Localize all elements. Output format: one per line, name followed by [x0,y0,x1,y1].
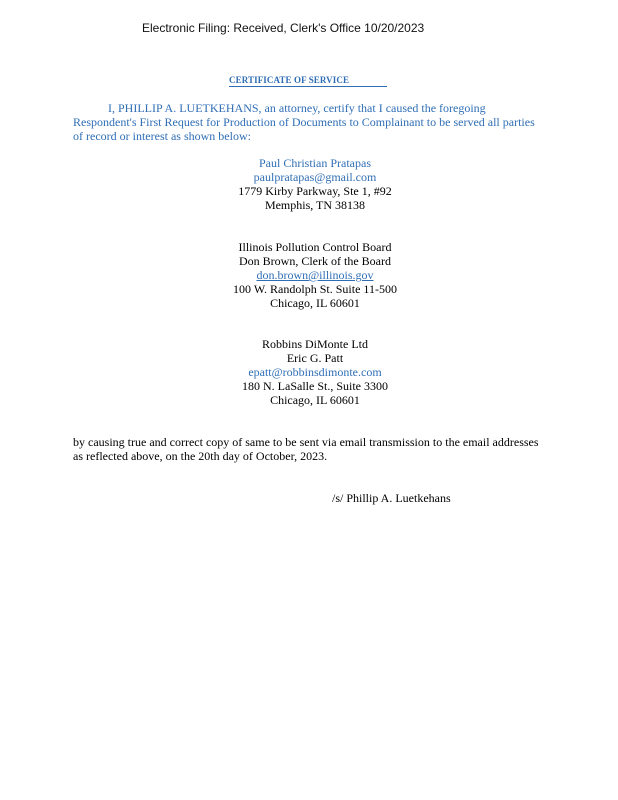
closing-line-2: as reflected above, on the 20th day of October, 2023. [73,449,328,463]
recipient-address-line: 100 W. Randolph St. Suite 11-500 [233,282,397,296]
recipient-city-line: Chicago, IL 60601 [270,393,360,407]
filing-stamp: Electronic Filing: Received, Clerk's Office 10/20/2023 [142,21,425,35]
recipient-block-3 [150,337,480,407]
signature-line: /s/ Phillip A. Luetkehans [332,491,451,505]
recipient-email-link[interactable]: don.brown@illinois.gov [256,268,374,282]
closing-line-1: by causing true and correct copy of same to be sent via email transmission to the email addresses [73,435,539,449]
intro-line-1: I, PHILLIP A. LUETKEHANS, an attorney, certify that I caused the foregoing [108,101,486,115]
recipient-block-2 [150,240,480,310]
recipient-address-line: 180 N. LaSalle St., Suite 3300 [242,379,388,393]
certificate-title: CERTIFICATE OF SERVICE [229,75,387,87]
recipient-block-1 [150,156,480,212]
recipient-name: Don Brown, Clerk of the Board [239,254,391,268]
recipient-city-line: Memphis, TN 38138 [264,198,366,212]
recipient-name: Eric G. Patt [286,351,344,365]
recipient-address-line: 1779 Kirby Parkway, Ste 1, #92 [238,184,392,198]
recipient-org: Illinois Pollution Control Board [238,240,392,254]
recipient-email[interactable]: epatt@robbinsdimonte.com [248,365,382,379]
recipient-email[interactable]: paulpratapas@gmail.com [253,170,377,184]
intro-line-3: of record or interest as shown below: [73,129,251,143]
recipient-name: Paul Christian Pratapas [259,156,371,170]
intro-line-2: Respondent's First Request for Production of Documents to Complainant to be served all parties [73,115,535,129]
recipient-city-line: Chicago, IL 60601 [270,296,360,310]
recipient-org: Robbins DiMonte Ltd [261,337,368,351]
